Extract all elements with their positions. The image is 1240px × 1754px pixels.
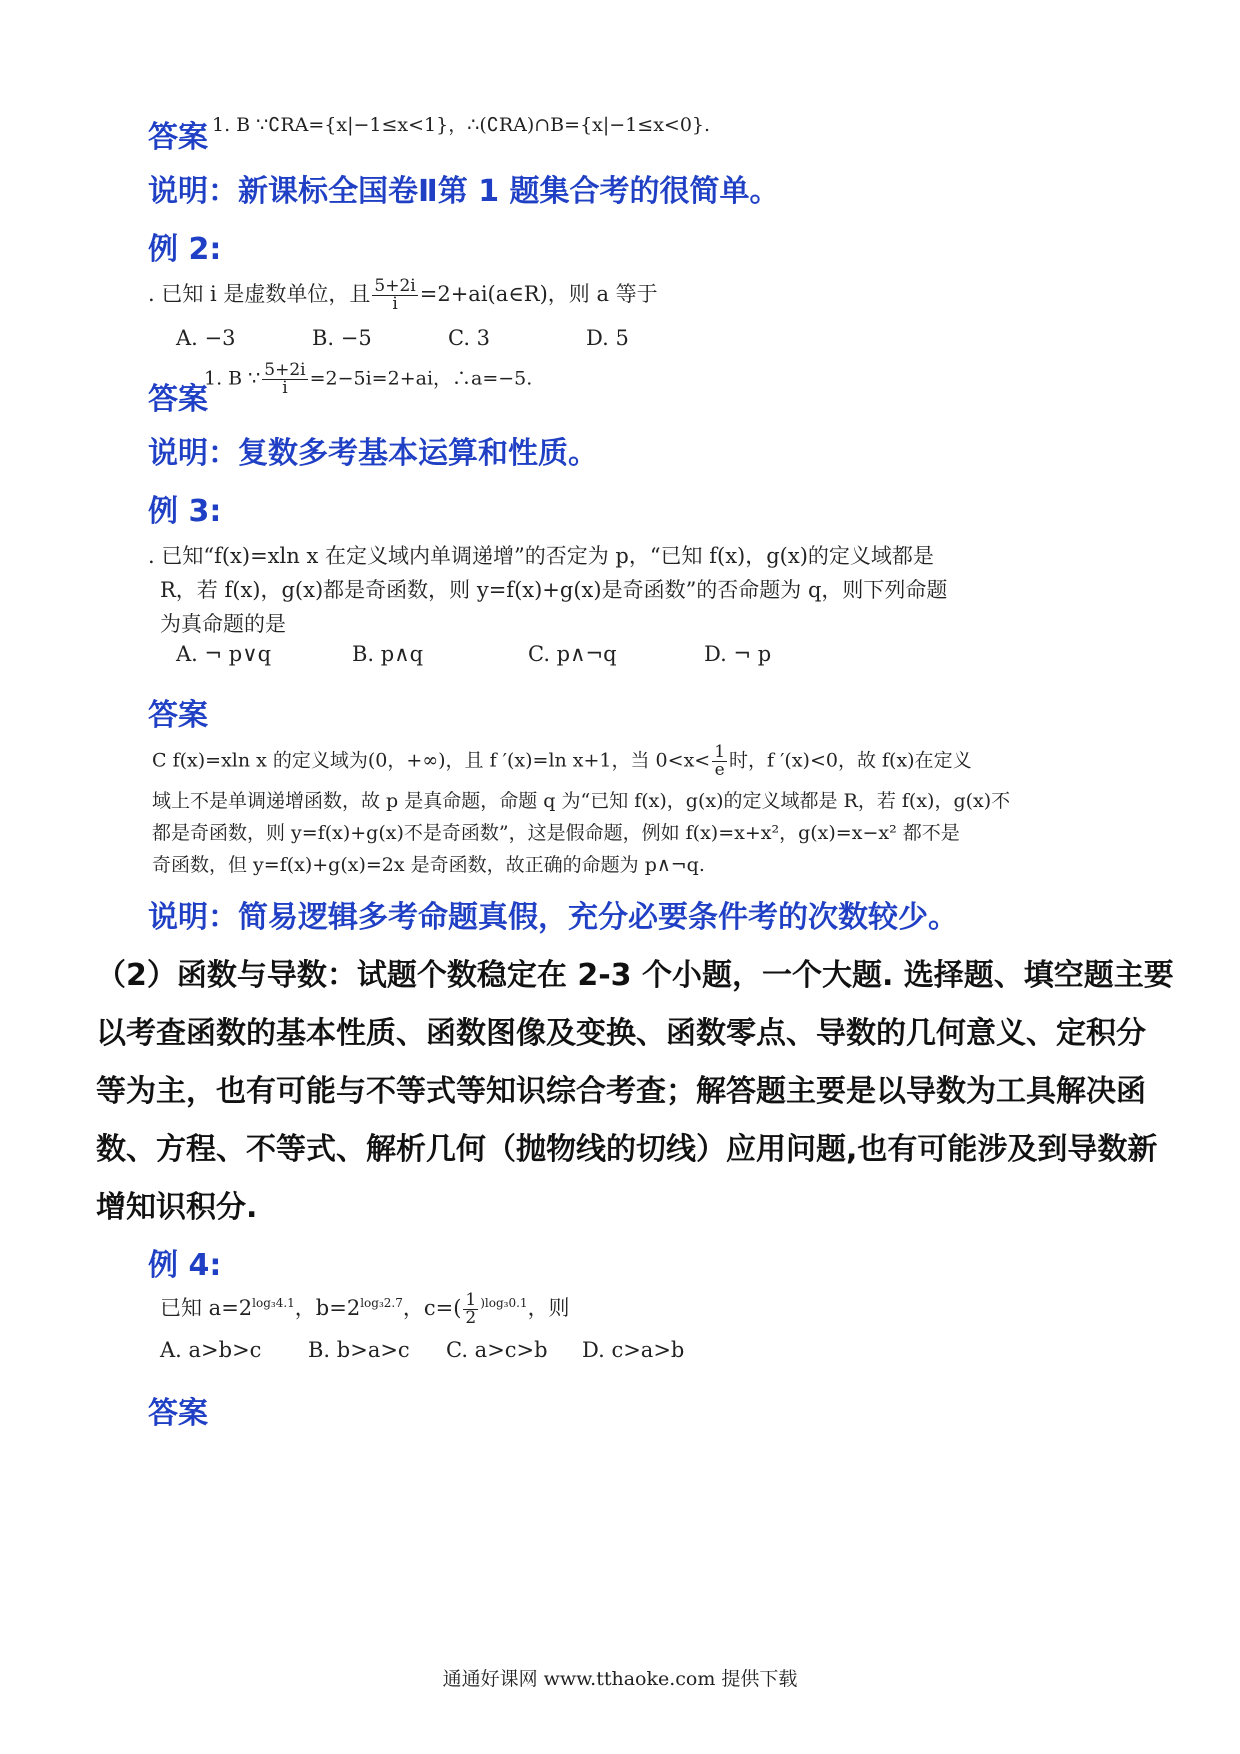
ex3-answer-frac-den: e: [714, 760, 725, 780]
section2-line-3: 等为主，也有可能与不等式等知识综合考查；解答题主要是以导数为工具解决函: [96, 1074, 1146, 1109]
ex2-note: 说明：复数多考基本运算和性质。: [148, 436, 598, 471]
ex2-option-a: A. −3: [176, 326, 236, 350]
answer-label-2: 答案: [148, 382, 208, 417]
ex3-question-line-1: . 已知“f(x)=xln x 在定义域内单调递增”的否定为 p，“已知 f(x)，g(x)的定义域都是: [148, 544, 934, 568]
ex2-question-start: . 已知 i 是虚数单位，且: [148, 282, 371, 306]
ex3-answer-line-4: 奇函数，但 y=f(x)+g(x)=2x 是奇函数，故正确的命题为 p∧¬q.: [152, 854, 705, 876]
ex4-option-a: A. a>b>c: [160, 1338, 262, 1362]
answer-label-4: 答案: [148, 1396, 208, 1431]
ex4-q-b: ，b=2: [294, 1296, 361, 1320]
example-4-heading: 例 4:: [148, 1248, 222, 1283]
ex4-frac-num: 1: [465, 1290, 477, 1310]
ex3-option-a: A. ¬ p∨q: [176, 642, 272, 666]
ex4-half-fraction: [463, 1292, 478, 1327]
ex2-frac-den: i: [392, 294, 398, 314]
ex2-option-b: B. −5: [312, 326, 372, 350]
ex3-option-c: C. p∧¬q: [528, 642, 617, 666]
ex3-question-line-3: 为真命题的是: [160, 612, 286, 636]
ex2-answer-tail: =2−5i=2+ai，∴a=−5.: [309, 367, 533, 390]
ex4-q-c-exp: )log₃0.1: [480, 1296, 528, 1310]
ex4-question: [160, 1292, 570, 1327]
ex4-q-a-exp: log₃4.1: [252, 1296, 295, 1310]
ex3-note: 说明：简易逻辑多考命题真假，充分必要条件考的次数较少。: [148, 900, 958, 935]
section2-line-2: 以考查函数的基本性质、函数图像及变换、函数零点、导数的几何意义、定积分: [96, 1016, 1146, 1051]
ex3-answer-fraction: [712, 744, 727, 779]
ex2-option-c: C. 3: [448, 326, 491, 350]
ex3-answer-frac-num: 1: [714, 742, 726, 762]
ex3-option-d: D. ¬ p: [704, 642, 772, 666]
section2-line-1: （2）函数与导数：试题个数稳定在 2-3 个小题，一个大题. 选择题、填空题主要: [96, 958, 1174, 993]
example-2-heading: 例 2:: [148, 232, 222, 267]
ex2-answer-frac-num: 5+2i: [264, 360, 306, 380]
section2-line-4: 数、方程、不等式、解析几何（抛物线的切线）应用问题,也有可能涉及到导数新: [96, 1132, 1158, 1167]
ex3-option-b: B. p∧q: [352, 642, 424, 666]
ex3-answer-line-2: 域上不是单调递增函数，故 p 是真命题，命题 q 为“已知 f(x)，g(x)的定义域都是 R，若 f(x)，g(x)不: [152, 790, 1011, 812]
answer-label-1: 答案: [148, 120, 208, 155]
ex4-option-c: C. a>c>b: [446, 1338, 548, 1362]
ex2-answer-fraction: [262, 362, 307, 397]
ex3-answer-line1-a: C f(x)=xln x 的定义域为(0，+∞)，且 f ′(x)=ln x+1，当 0<x<: [152, 749, 711, 772]
ex2-answer-prefix: 1. B ∵: [204, 367, 261, 390]
page-footer: 通通好课网 www.tthaoke.com 提供下载: [442, 1668, 798, 1690]
answer-label-3: 答案: [148, 698, 208, 733]
ex2-question-tail: =2+ai(a∈R)，则 a 等于: [419, 282, 658, 306]
ex3-answer-line1-b: 时，f ′(x)<0，故 f(x)在定义: [729, 749, 972, 772]
ex4-option-d: D. c>a>b: [582, 1338, 685, 1362]
ex4-frac-den: 2: [465, 1308, 477, 1328]
ex2-answer-frac-den: i: [282, 378, 288, 398]
ex2-frac-num: 5+2i: [374, 276, 416, 296]
ex1-answer-text: 1. B ∵∁RA={x|−1≤x<1}，∴(∁RA)∩B={x|−1≤x<0}.: [212, 114, 711, 136]
ex4-q-c: ，c=(: [402, 1296, 462, 1320]
ex2-answer: [204, 362, 532, 397]
ex2-question: [148, 278, 658, 313]
ex4-q-a: 已知 a=2: [160, 1296, 253, 1320]
ex4-option-b: B. b>a>c: [308, 1338, 410, 1362]
section2-line-5: 增知识积分.: [96, 1190, 258, 1225]
ex3-answer-line-1: [152, 744, 972, 779]
ex3-answer-line-3: 都是奇函数，则 y=f(x)+g(x)不是奇函数”，这是假命题，例如 f(x)=x+x²，g(x)=x−x² 都不是: [152, 822, 960, 844]
ex3-question-line-2: R，若 f(x)，g(x)都是奇函数，则 y=f(x)+g(x)是奇函数”的否命题为 q，则下列命题: [160, 578, 948, 602]
example-3-heading: 例 3:: [148, 494, 222, 529]
ex2-option-d: D. 5: [586, 326, 629, 350]
ex4-q-b-exp: log₃2.7: [360, 1296, 403, 1310]
ex1-note: 说明：新课标全国卷Ⅱ第 1 题集合考的很简单。: [148, 174, 780, 209]
ex2-question-fraction: [372, 278, 417, 313]
ex4-q-end: ，则: [527, 1296, 570, 1320]
